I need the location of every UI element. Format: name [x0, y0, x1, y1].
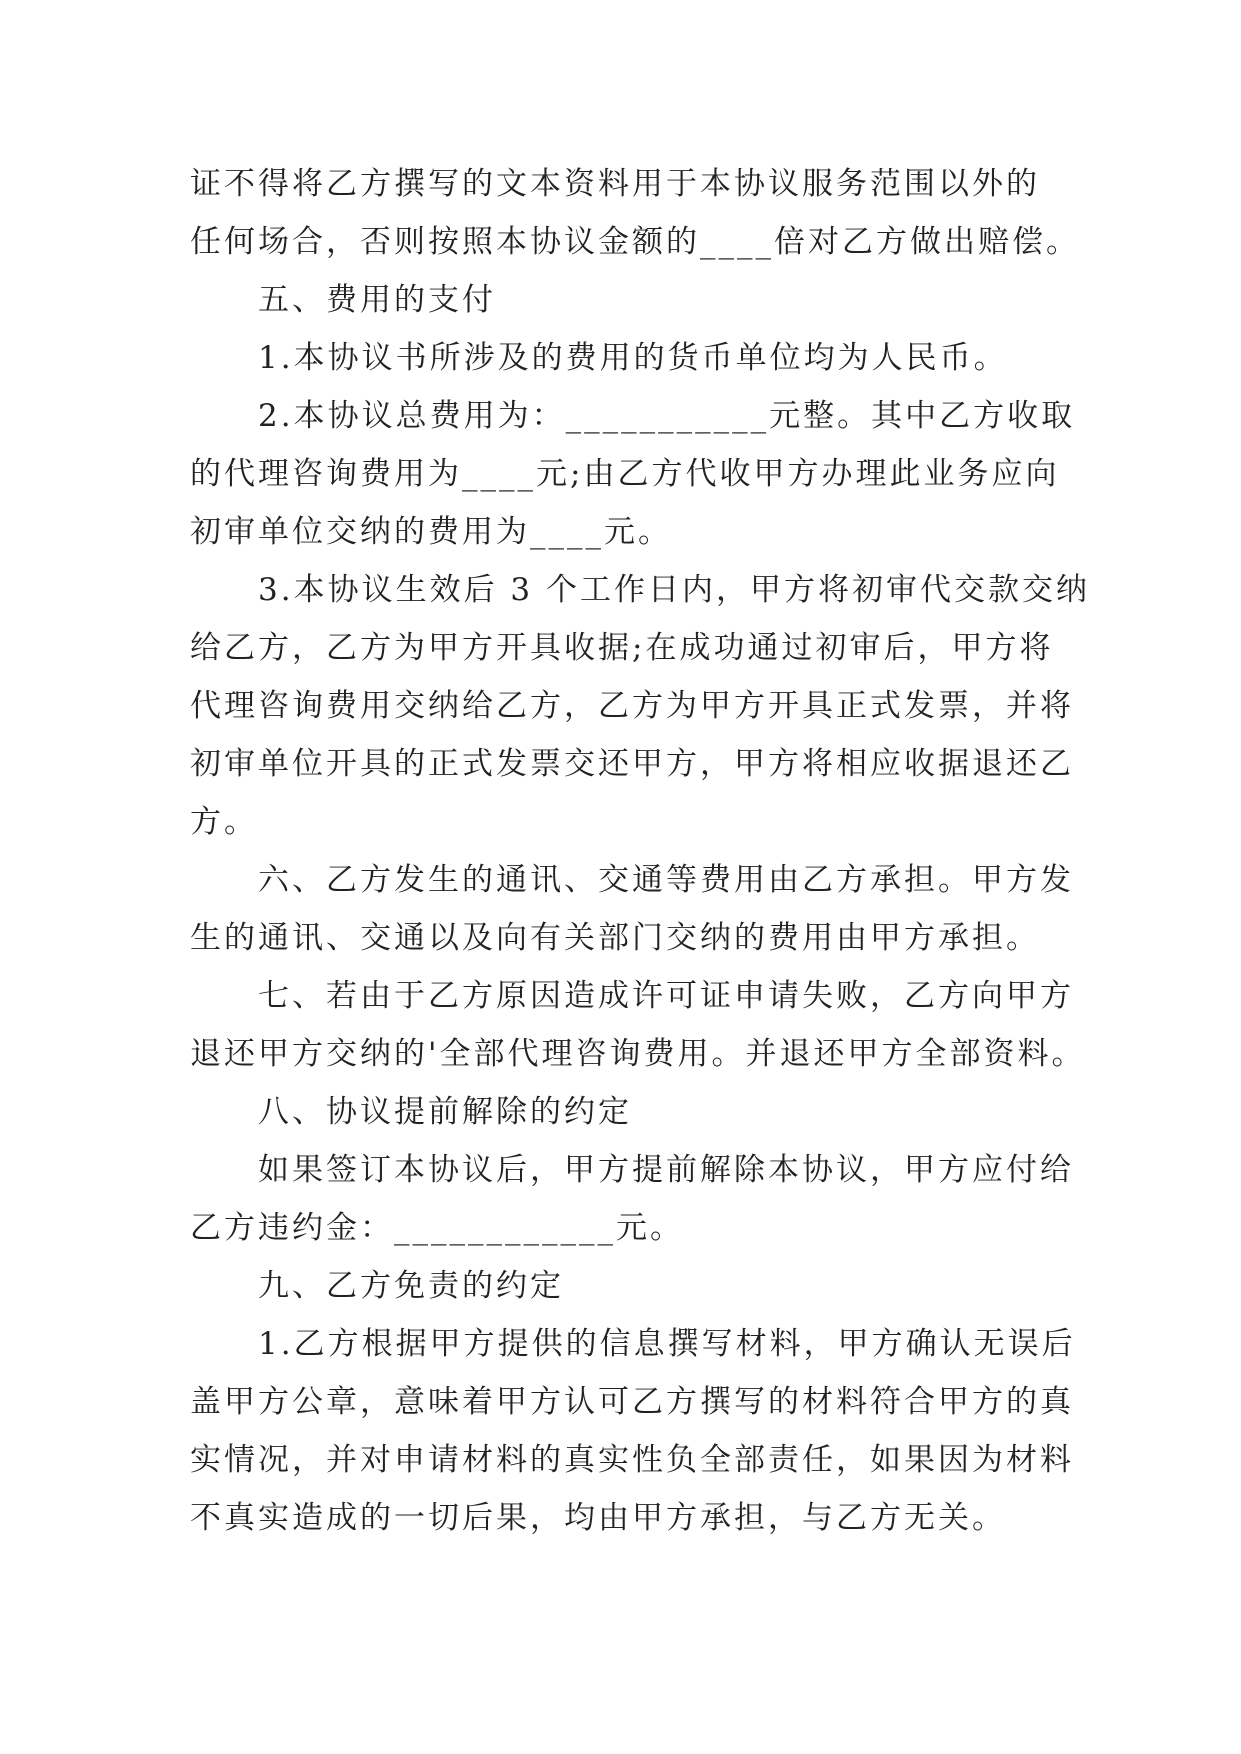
text-line: 给乙方，乙方为甲方开具收据;在成功通过初审后，甲方将 — [190, 630, 1054, 666]
text-line: 的代理咨询费用为____元;由乙方代收甲方办理此业务应向 — [190, 456, 1060, 492]
text-line: 1.乙方根据甲方提供的信息撰写材料，甲方确认无误后 — [258, 1326, 1076, 1362]
text-line: 证不得将乙方撰写的文本资料用于本协议服务范围以外的 — [190, 166, 1040, 202]
text-line: 生的通讯、交通以及向有关部门交纳的费用由甲方承担。 — [190, 920, 1040, 956]
section-heading: 八、协议提前解除的约定 — [258, 1094, 632, 1130]
section-heading: 九、乙方免责的约定 — [258, 1268, 564, 1304]
text-line: 如果签订本协议后，甲方提前解除本协议，甲方应付给 — [258, 1152, 1074, 1188]
text-line: 方。 — [190, 804, 258, 840]
text-line: 代理咨询费用交纳给乙方，乙方为甲方开具正式发票，并将 — [190, 688, 1074, 724]
section-heading: 七、若由于乙方原因造成许可证申请失败，乙方向甲方 — [258, 978, 1074, 1014]
text-line: 任何场合，否则按照本协议金额的____倍对乙方做出赔偿。 — [190, 224, 1080, 260]
text-line: 盖甲方公章，意味着甲方认可乙方撰写的材料符合甲方的真 — [190, 1384, 1074, 1420]
text-line: 3.本协议生效后 3 个工作日内，甲方将初审代交款交纳 — [258, 572, 1091, 608]
section-heading: 六、乙方发生的通讯、交通等费用由乙方承担。甲方发 — [258, 862, 1074, 898]
text-line: 不真实造成的一切后果，均由甲方承担，与乙方无关。 — [190, 1500, 1006, 1536]
text-line: 乙方违约金：____________元。 — [190, 1210, 684, 1246]
text-line: 初审单位开具的正式发票交还甲方，甲方将相应收据退还乙 — [190, 746, 1074, 782]
text-line: 1.本协议书所涉及的费用的货币单位均为人民币。 — [258, 340, 1008, 376]
document-body — [190, 155, 1091, 1547]
text-line: 初审单位交纳的费用为____元。 — [190, 514, 672, 550]
text-line: 2.本协议总费用为：___________元整。其中乙方收取 — [258, 398, 1076, 434]
text-line: 实情况，并对申请材料的真实性负全部责任，如果因为材料 — [190, 1442, 1074, 1478]
text-line: 退还甲方交纳的'全部代理咨询费用。并退还甲方全部资料。 — [190, 1036, 1086, 1072]
section-heading: 五、费用的支付 — [258, 282, 496, 318]
